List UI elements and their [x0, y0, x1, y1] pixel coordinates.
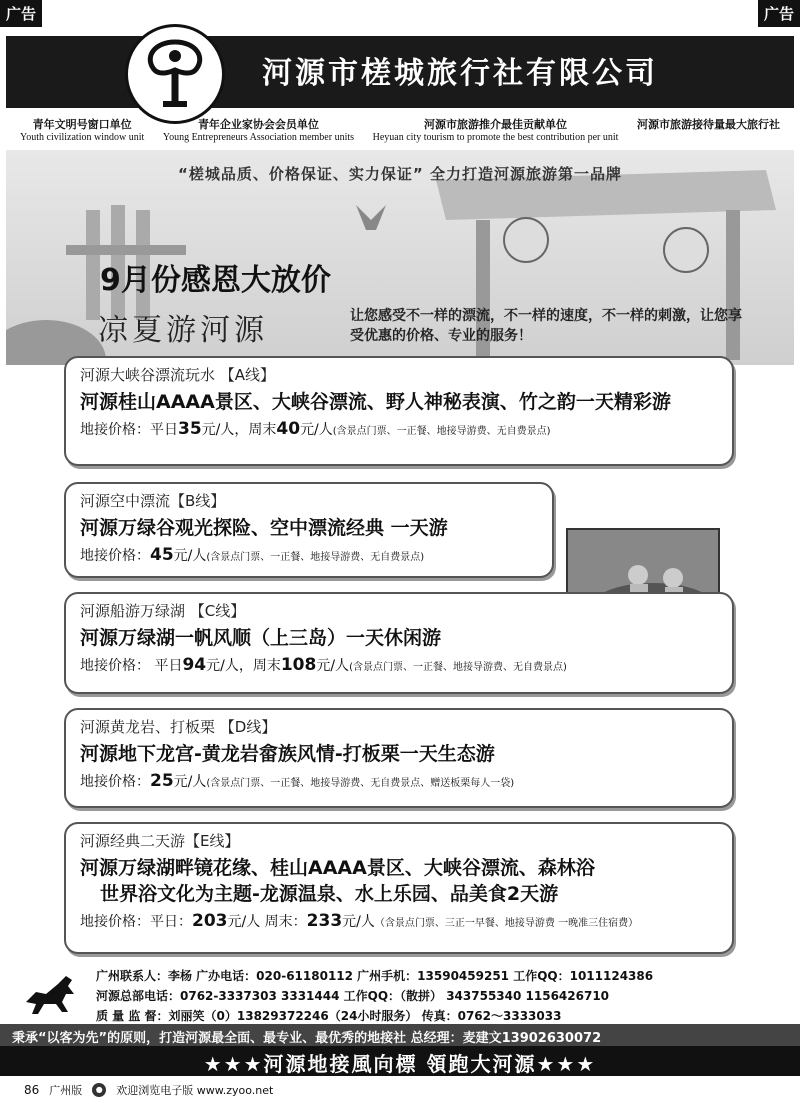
price-value: 45 [150, 545, 174, 565]
route-name: 河源大峡谷漂流玩水 【A线】 [80, 366, 276, 384]
honors-row [20, 116, 780, 143]
honor-item [637, 116, 780, 143]
page-footer [24, 1082, 273, 1098]
route-price: 地接价格：平日35元/人，周末40元/人(含景点门票、一正餐、地接导游费、无自费景点) [80, 419, 551, 439]
price-note: (含景点门票、一正餐、地接导游费、无自费景点) [332, 426, 551, 437]
price-weekend: 108 [280, 655, 317, 675]
route-price: 地接价格：平日：203元/人 周末：233元/人（含景点门票、三正一早餐、地接导游费 一晚准三住宿费） [80, 911, 639, 931]
ad-tag-right: 广告 [758, 0, 800, 27]
logo-icon [135, 34, 215, 114]
honor-en: Young Entrepreneurs Association member units [162, 132, 355, 143]
route-main: 河源万绿谷观光探险、空中漂流经典 一天游 [80, 517, 448, 539]
promo-subtitle: 凉夏游河源 [98, 313, 268, 348]
honor-item [373, 116, 619, 143]
route-name: 河源经典二天游【E线】 [80, 832, 240, 850]
route-main: 河源万绿湖一帆风顺（上三岛）一天休闲游 [80, 627, 442, 649]
company-name: 河源市槎城旅行社有限公司 [262, 56, 658, 91]
price-weekday: 35 [178, 419, 202, 439]
honor-cn: 河源市旅游推介最佳贡献单位 [424, 118, 567, 131]
price-weekend: 40 [276, 419, 301, 439]
price-note: (含景点门票、一正餐、地接导游费、无自费景点、赠送板栗每人一袋) [206, 778, 515, 789]
company-logo [125, 24, 225, 124]
promo-description: 让您感受不一样的漂流，不一样的速度，不一样的刺激，让您享受优惠的价格、专业的服务！ [350, 308, 742, 344]
price-weekend: 233 [306, 911, 343, 931]
butterfly-icon [356, 205, 386, 230]
honor-en: Youth civilization window unit [20, 132, 145, 143]
honor-cn: 青年企业家协会会员单位 [197, 118, 319, 131]
route-price: 地接价格：45元/人(含景点门票、一正餐、地接导游费、无自费景点) [80, 545, 425, 565]
honor-item [163, 116, 354, 143]
route-main-2: 世界浴文化为主题-龙源温泉、水上乐园、品美食2天游 [100, 883, 559, 905]
price-note: (含景点门票、一正餐、地接导游费、无自费景点) [349, 662, 567, 673]
route-name: 河源黄龙岩、打板栗 【D线】 [80, 718, 277, 736]
edition-label: 广州版 [49, 1084, 83, 1097]
honor-item [20, 116, 144, 143]
route-name: 河源船游万绿湖 【C线】 [80, 602, 246, 620]
hero-slogan: “槎城品质、价格保证、实力保证” 全力打造河源旅游第一品牌 [178, 165, 622, 183]
welcome-link[interactable]: 欢迎浏览电子版 www.zyoo.net [116, 1084, 274, 1097]
horse-icon [22, 972, 82, 1016]
route-main: 河源地下龙宫-黄龙岩畲族风情-打板栗一天生态游 [80, 743, 495, 765]
route-name: 河源空中漂流【B线】 [80, 492, 226, 510]
route-card-e [64, 822, 734, 954]
price-weekday: 203 [192, 911, 228, 931]
route-card-d [64, 708, 734, 808]
honor-cn: 河源市旅游接待量最大旅行社 [636, 118, 780, 131]
route-price: 地接价格： 平日94元/人，周末108元/人(含景点门票、一正餐、地接导游费、无自费景点) [80, 655, 567, 675]
contact-line: 广州联系人：李杨 广办电话：020-61180112 广州手机：13590459251 工作QQ：1011124386 [96, 969, 654, 983]
price-note: (含景点门票、一正餐、地接导游费、无自费景点) [206, 552, 425, 563]
route-card-b [64, 482, 554, 578]
route-main: 河源桂山AAAA景区、大峡谷漂流、野人神秘表演、竹之韵一天精彩游 [80, 391, 671, 413]
contact-line: 质 量 监 督：刘丽笑（0）13829372246（24小时服务） 传真：0762～3333033 [96, 1009, 562, 1023]
promo-title: 9月份感恩大放价 [100, 263, 331, 298]
ad-tag-left: 广告 [0, 0, 42, 27]
page-number: 86 [24, 1083, 40, 1097]
honor-en: Heyuan city tourism to promote the best contribution per unit [372, 132, 619, 143]
route-price: 地接价格：25元/人(含景点门票、一正餐、地接导游费、无自费景点、赠送板栗每人一袋) [80, 771, 515, 791]
route-card-a [64, 356, 734, 466]
price-value: 25 [150, 771, 174, 791]
price-note: （含景点门票、三正一早餐、地接导游费 一晚准三住宿费） [374, 918, 639, 929]
route-card-c [64, 592, 734, 694]
price-weekday: 94 [182, 655, 207, 675]
motto-bar: 秉承“以客为先”的原则，打造河源最全面、最专业、最优秀的地接社 总经理：麦建文13902630072 [0, 1024, 800, 1046]
route-main: 河源万绿湖畔镜花缘、桂山AAAA景区、大峡谷漂流、森林浴 [80, 857, 595, 879]
honor-cn: 青年文明号窗口单位 [32, 118, 132, 131]
tagline-bar: ★★★河源地接風向標 領跑大河源★★★ [0, 1046, 800, 1076]
zyoo-badge-icon: ● [92, 1083, 106, 1097]
contact-line: 河源总部电话：0762-3337303 3331444 工作QQ：（散拼） 343755340 1156426710 [96, 989, 610, 1003]
contact-info [96, 966, 653, 1026]
